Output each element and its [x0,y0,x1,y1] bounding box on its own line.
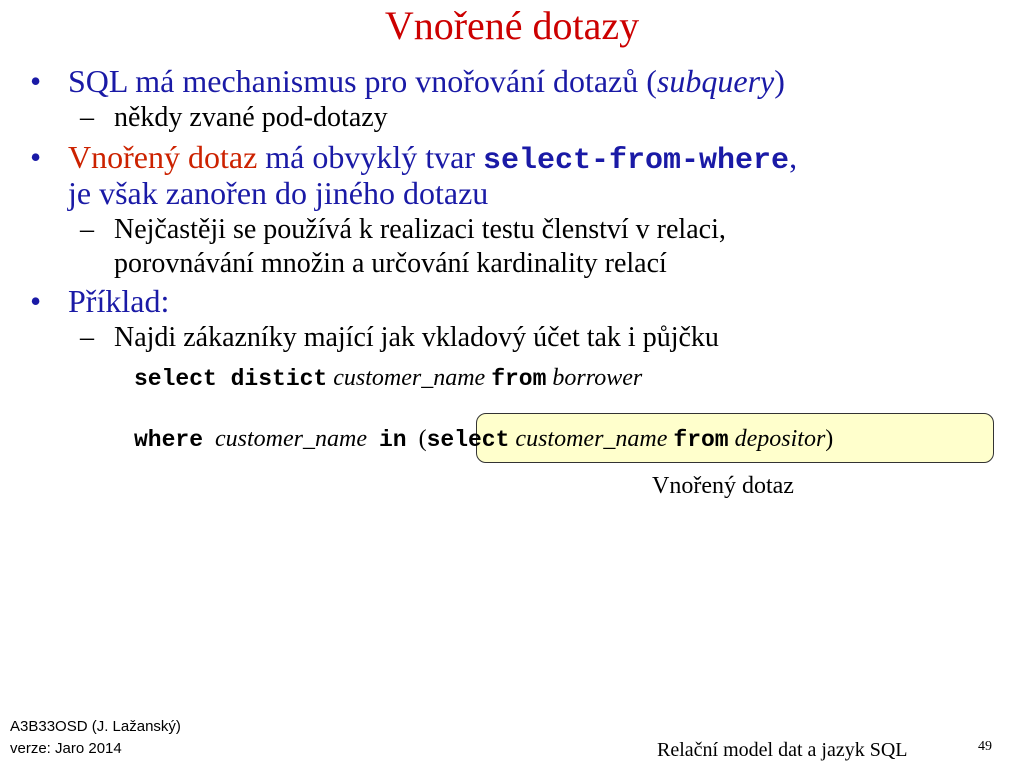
code-line-2 [134,424,833,455]
bullet-2-part-d: , [789,139,798,175]
sub-dash: – [80,214,94,245]
footer-course: A3B33OSD (J. Lažanský) [10,718,181,735]
bullet-2-sub-line1: Nejčastěji se používá k realizaci testu členství v relaci, [114,214,726,245]
bullet-1-sub-text: někdy zvané pod-dotazy [114,102,388,133]
bullet-1-part-a: SQL má mechanismus pro vnořování dotazů ( [68,63,657,99]
bullet-2-sub-line2: porovnávání množin a určování kardinality relací [114,248,667,279]
footer-left [10,716,181,760]
bullet-2-highlight: Vnořený dotaz [68,139,258,175]
code-relation: depositor [734,426,826,452]
subquery-caption: Vnořený dotaz [652,473,794,499]
bullet-1-text [68,62,785,100]
bullet-marker: • [30,63,42,99]
code-attribute: customer_name [515,426,668,452]
code-keyword: select distict [134,366,328,392]
code-line-1 [134,363,642,394]
code-keyword: select [426,427,510,453]
page-number: 49 [978,739,992,754]
bullet-2-line2: je však zanořen do jiného dotazu [68,175,489,211]
sub-dash: – [80,102,94,133]
code-paren: ) [825,426,834,452]
bullet-marker: • [30,283,42,319]
bullet-3-sub-text: Najdi zákazníky mající jak vkladový účet tak i půjčku [114,322,719,353]
code-keyword: from [673,427,729,453]
slide-title: Vnořené dotazy [384,3,640,48]
sub-dash: – [80,322,94,353]
code-attribute: customer_name [215,426,367,452]
code-relation: borrower [552,365,643,391]
bullet-2-part-b: má obvyklý tvar [257,139,483,175]
code-keyword: in [378,427,407,453]
code-paren: ( [418,426,427,452]
bullet-1-subquery: subquery [656,63,775,99]
footer-title: Relační model dat a jazyk SQL [657,739,908,761]
code-keyword: from [491,366,547,392]
footer-version: verze: Jaro 2014 [10,740,122,757]
bullet-1-part-c: ) [774,63,785,99]
code-attribute: customer_name [333,365,486,391]
code-keyword: where [134,427,204,453]
bullet-3-text: Příklad: [68,283,170,319]
bullet-2-code: select-from-where [483,144,790,178]
bullet-marker: • [30,139,42,175]
